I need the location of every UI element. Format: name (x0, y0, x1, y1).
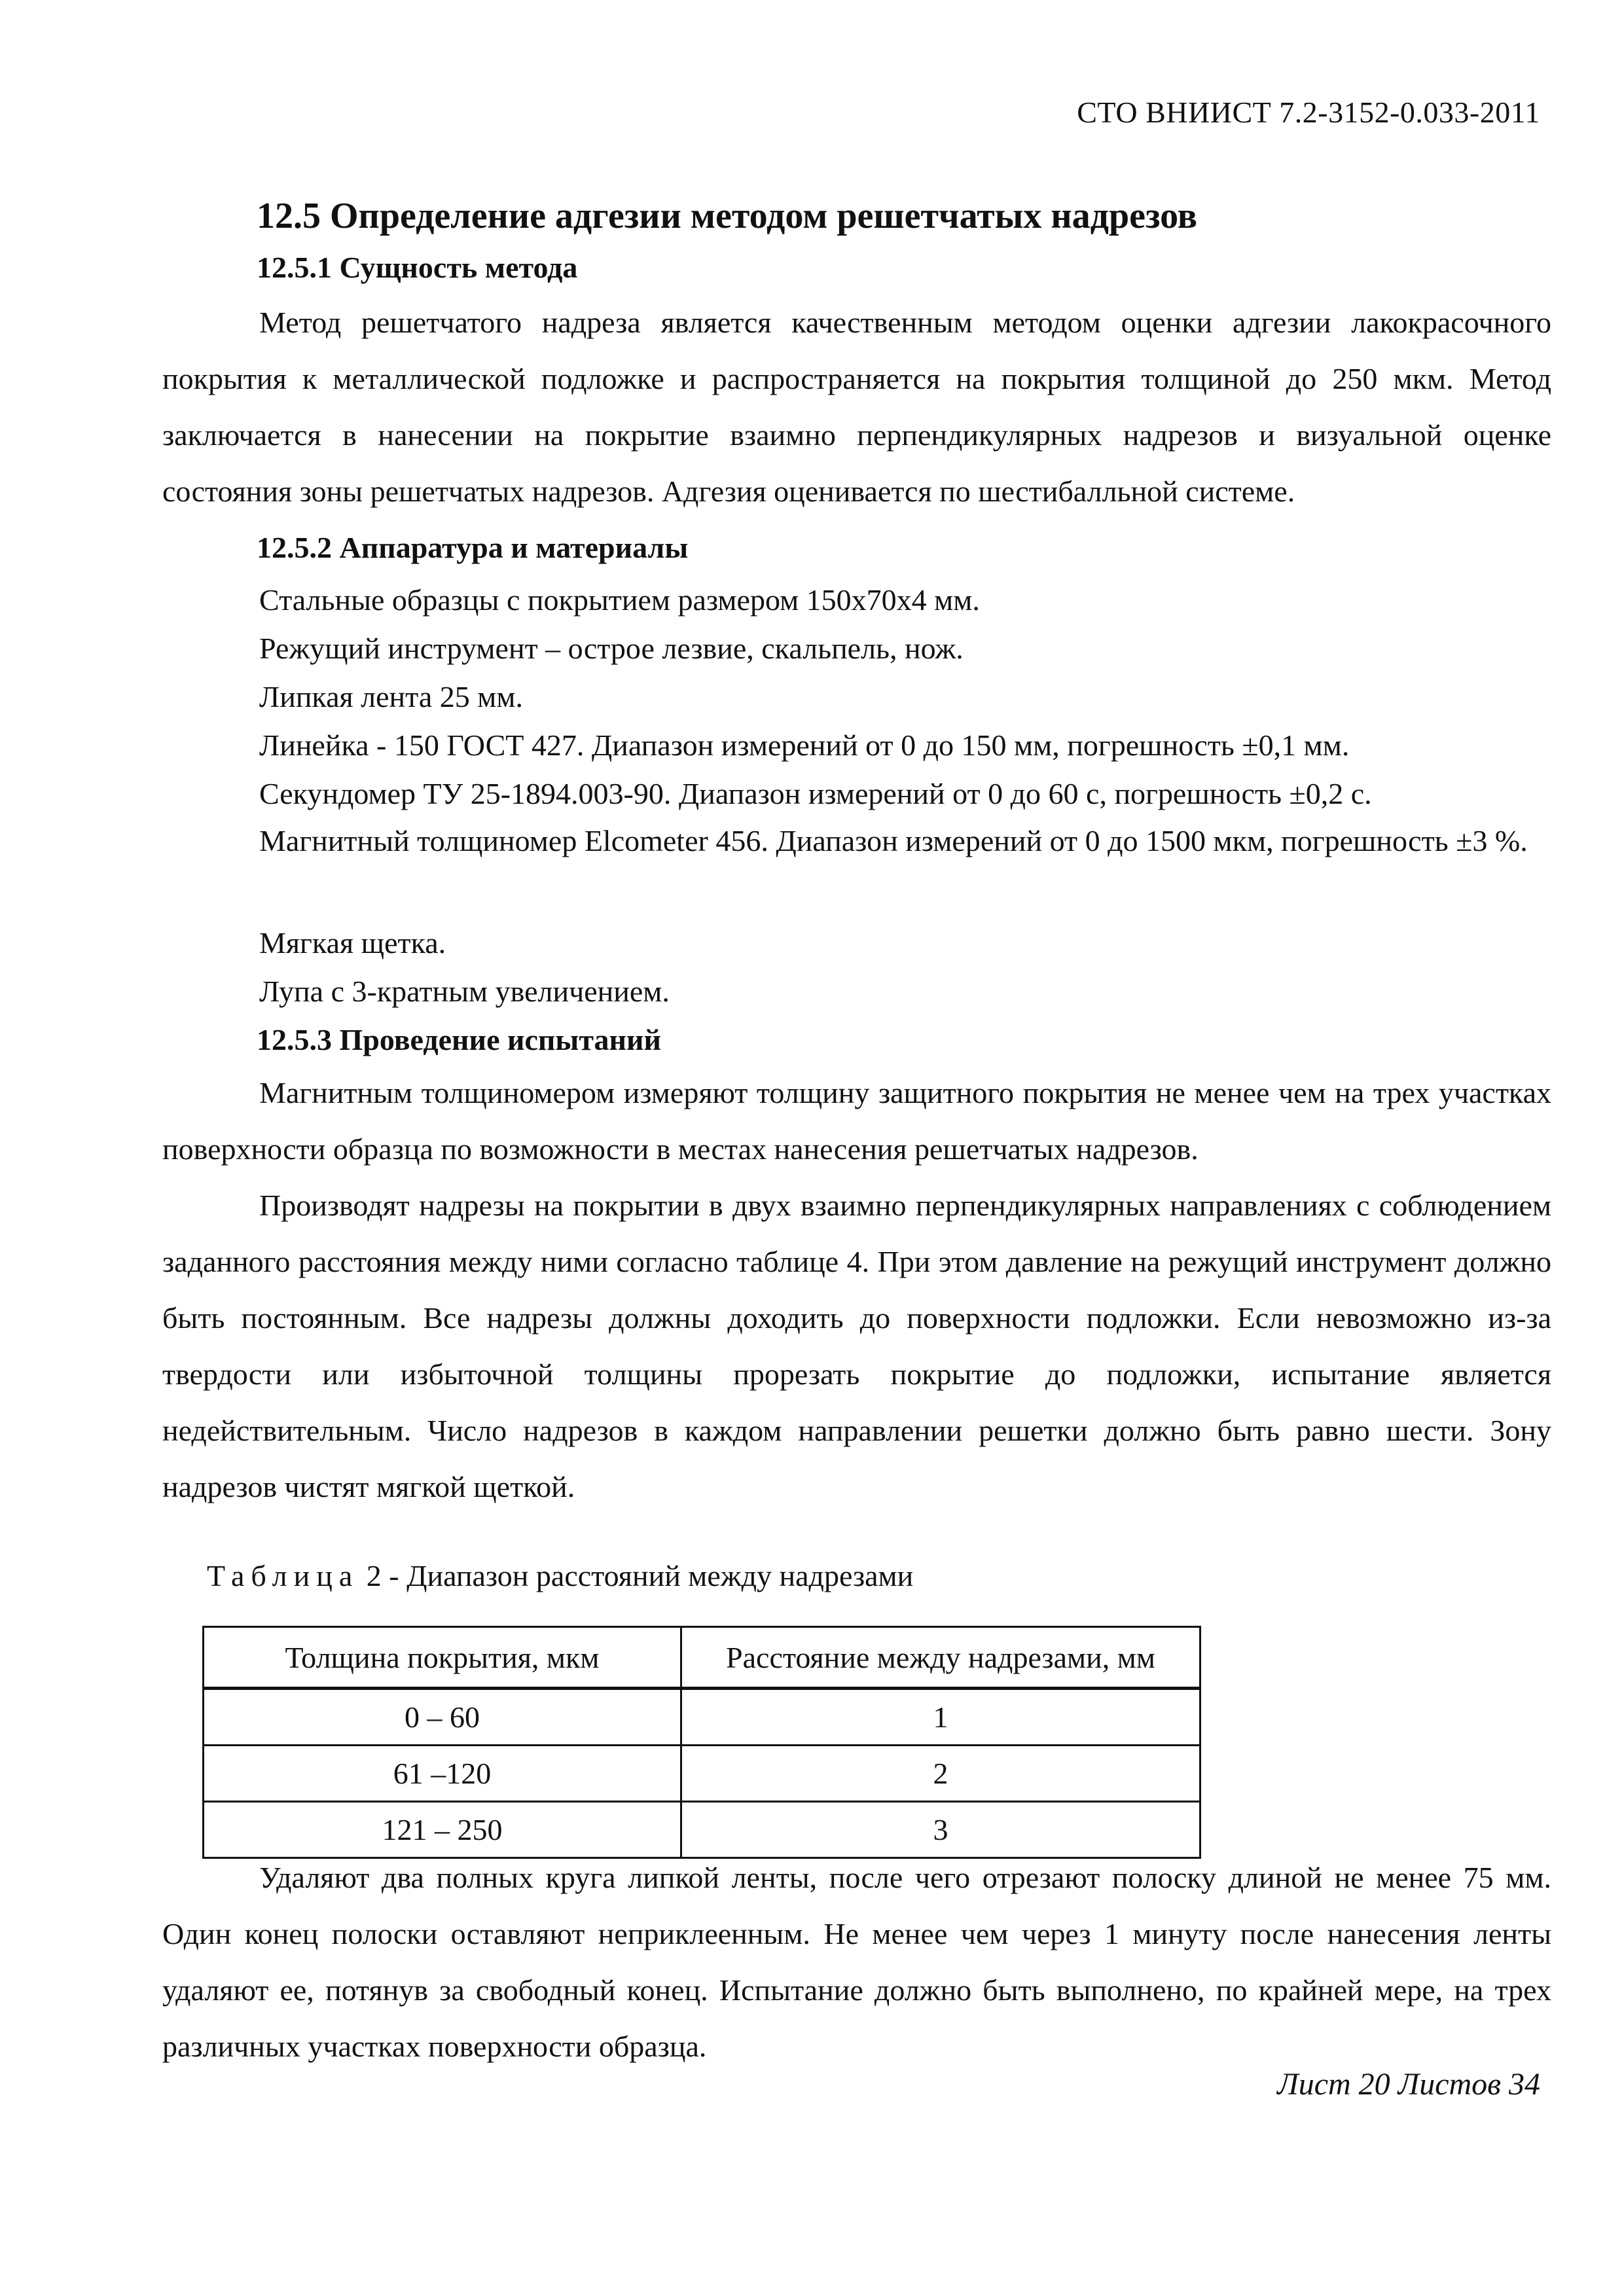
equipment-item: Режущий инструмент – острое лезвие, скальпель, нож. (259, 632, 964, 665)
table-row (204, 1746, 1200, 1802)
table-cell: 61 –120 (204, 1746, 681, 1802)
table-cell: 3 (681, 1802, 1200, 1858)
table-caption-word: Таблица (207, 1559, 359, 1592)
equipment-item: Мягкая щетка. (259, 926, 446, 960)
table-cell: 0 – 60 (204, 1689, 681, 1746)
subsection-heading-testing: 12.5.3 Проведение испытаний (257, 1023, 661, 1056)
table-cell: 2 (681, 1746, 1200, 1802)
subsection-heading-equipment: 12.5.2 Аппаратура и материалы (257, 531, 689, 564)
equipment-item: Стальные образцы с покрытием размером 150х70х4 мм. (259, 583, 980, 617)
cut-spacing-table (202, 1626, 1201, 1859)
thickness-gauge-item: Магнитный толщиномер Elcometer 456. Диапазон измерений от 0 до 1500 мкм, погрешность ±3 %. (259, 824, 1528, 857)
testing-paragraph-1: Магнитным толщиномером измеряют толщину защитного покрытия не менее чем на трех участках поверхности образца по возможности в местах нанесения решетчатых надрезов. (162, 1076, 1551, 1166)
table-caption-text: 2 - Диапазон расстояний между надрезами (366, 1559, 914, 1592)
table-row (204, 1689, 1200, 1746)
document-code: СТО ВНИИСТ 7.2-3152-0.033-2011 (1077, 96, 1540, 129)
table-header-cell: Расстояние между надрезами, мм (681, 1627, 1200, 1689)
testing-paragraph-3: Удаляют два полных круга липкой ленты, после чего отрезают полоску длиной не менее 75 мм. Один конец полоски оставляют неприклеенным. Не менее чем через 1 минуту после нанесения ленты удаляют ее, потянув за свободный конец. Испытание должно быть выполнено, по крайней мере, на трех различных участках поверхности образца. (162, 1861, 1551, 2063)
section-title: 12.5 Определение адгезии методом решетчатых надрезов (257, 196, 1198, 236)
equipment-item: Секундомер ТУ 25-1894.003-90. Диапазон измерений от 0 до 60 с, погрешность ±0,2 с. (259, 777, 1372, 810)
table-cell: 1 (681, 1689, 1200, 1746)
subsection-heading-essence: 12.5.1 Сущность метода (257, 251, 578, 284)
equipment-item: Липкая лента 25 мм. (259, 680, 523, 713)
page-footer: Лист 20 Листов 34 (1277, 2067, 1540, 2102)
table-header-row (204, 1627, 1200, 1689)
equipment-item: Лупа с 3-кратным увеличением. (259, 975, 670, 1008)
equipment-item: Линейка - 150 ГОСТ 427. Диапазон измерений от 0 до 150 мм, погрешность ±0,1 мм. (259, 728, 1350, 762)
table-header-cell: Толщина покрытия, мкм (204, 1627, 681, 1689)
testing-paragraph-2: Производят надрезы на покрытии в двух взаимно перпендикулярных направлениях с соблюдением заданного расстояния между ними согласно таблице 4. При этом давление на режущий инструмент должно быть постоянным. Все надрезы должны доходить до поверхности подложки. Если невозможно из-за твердости или избыточной толщины прорезать покрытие до подложки, испытание является недействительным. Число надрезов в каждом направлении решетки должно быть равно шести. Зону надрезов чистят мягкой щеткой. (162, 1189, 1551, 1503)
table-cell: 121 – 250 (204, 1802, 681, 1858)
method-essence-paragraph: Метод решетчатого надреза является качественным методом оценки адгезии лакокрасочного покрытия к металлической подложке и распространяется на покрытия толщиной до 250 мкм. Метод заключается в нанесении на покрытие взаимно перпендикулярных надрезов и визуальной оценке состояния зоны решетчатых надрезов. Адгезия оценивается по шестибалльной системе. (162, 306, 1551, 508)
table-caption (207, 1558, 913, 1593)
